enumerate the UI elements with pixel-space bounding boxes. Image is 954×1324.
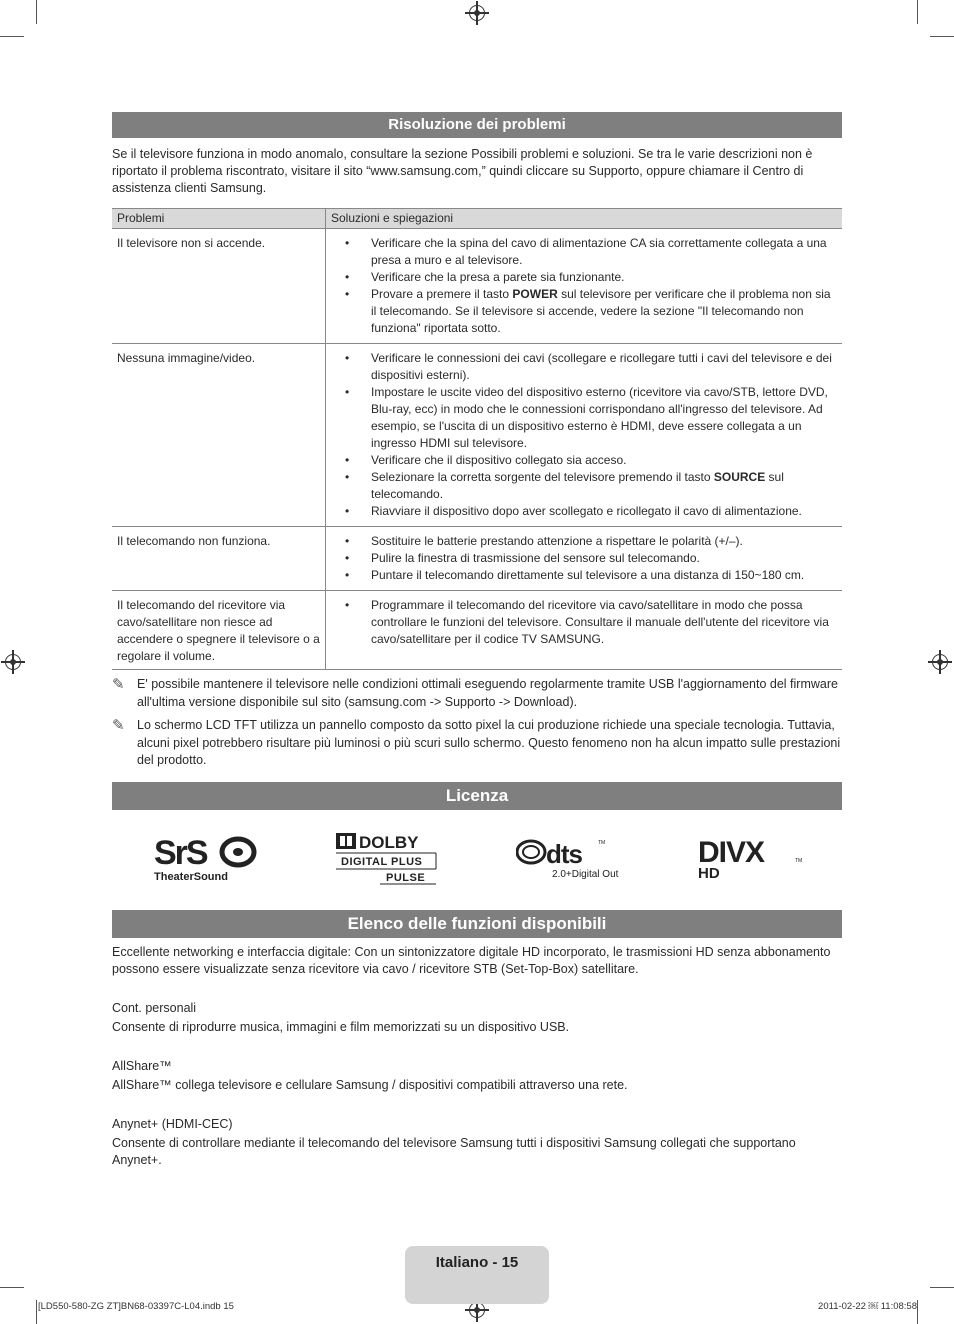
page-content xyxy=(112,112,842,1169)
note-text: E' possibile mantenere il televisore nelle condizioni ottimali eseguendo regolarmente tramite USB l'aggiornamento del firmware all'ultima versione disponibile sul sito (samsung.com -> Supporto -> Download). xyxy=(137,677,838,709)
section-title-license: Licenza xyxy=(112,782,842,810)
features-intro: Eccellente networking e interfaccia digitale: Con un sintonizzatore digitale HD incorporato, le trasmissioni HD senza abbonamento possono essere visualizzate senza ricevitore via cavo / ricevitore STB (Set-Top-Box) satellitare. xyxy=(112,944,831,976)
problem-cell: Il telecomando non funziona. xyxy=(112,527,326,591)
solutions-cell xyxy=(326,591,843,670)
footer-file-info: [LD550-580-ZG ZT]BN68-03397C-L04.indb 15 xyxy=(38,1301,234,1312)
section-title-troubleshooting: Risoluzione dei problemi xyxy=(112,112,842,138)
svg-text:TM: TM xyxy=(795,857,802,864)
feature-title: Anynet+ (HDMI-CEC) xyxy=(112,1116,233,1131)
solution-item: • Puntare il telecomando direttamente sul televisore a una distanza di 150~180 cm. xyxy=(371,567,837,584)
svg-text:PULSE: PULSE xyxy=(386,871,426,884)
table-row xyxy=(112,229,842,344)
svg-text:HD: HD xyxy=(698,864,720,880)
troubleshooting-table xyxy=(112,208,842,670)
page-number: Italiano - 15 xyxy=(405,1246,549,1304)
license-logos xyxy=(112,810,842,906)
table-row xyxy=(112,591,842,670)
crop-mark xyxy=(917,0,918,24)
crop-mark xyxy=(930,1287,954,1288)
table-header-problems: Problemi xyxy=(112,209,326,229)
feature-description: Consente di controllare mediante il telecomando del televisore Samsung tutti i dispositivi Samsung collegati che supportano Anynet+. xyxy=(112,1135,796,1167)
svg-text:DOLBY: DOLBY xyxy=(359,832,419,852)
solution-item: • Verificare che la presa a parete sia funzionante. xyxy=(371,269,837,286)
dts-digital-out-logo xyxy=(516,836,620,880)
solution-item: • Sostituire le batterie prestando attenzione a rispettare le polarità (+/–). xyxy=(371,533,837,550)
solution-item: • Verificare che il dispositivo collegato sia acceso. xyxy=(371,452,837,469)
table-row xyxy=(112,527,842,591)
problem-cell: Nessuna immagine/video. xyxy=(112,344,326,527)
section-title-features: Elenco delle funzioni disponibili xyxy=(112,910,842,938)
svg-text:SrS: SrS xyxy=(154,833,207,872)
feature-description: AllShare™ collega televisore e cellulare Samsung / dispositivi compatibili attraverso una rete. xyxy=(112,1077,628,1092)
solution-item: • Provare a premere il tasto POWER sul televisore per verificare che il problema non sia il telecomando. Se il televisore si accende, vedere la sezione "Il telecomando non funziona" riportata sotto. xyxy=(371,286,837,337)
solution-item: • Riavviare il dispositivo dopo aver scollegato e ricollegato il cavo di alimentazione. xyxy=(371,503,837,520)
svg-text:DIVX: DIVX xyxy=(698,835,765,869)
svg-text:DIGITAL PLUS: DIGITAL PLUS xyxy=(341,855,423,868)
feature-title: Cont. personali xyxy=(112,1000,197,1015)
solution-item: • Impostare le uscite video del dispositivo esterno (ricevitore via cavo/STB, lettore DVD, Blu-ray, ecc) in modo che le connessioni corrispondano all'ingresso del televisore. Ad esempio, se l'uscita di un dispositivo esterno è HDMI, deve essere collegata a un ingresso HDMI sul televisore. xyxy=(371,384,837,452)
pencil-note-icon: ✎ xyxy=(112,676,125,693)
table-row xyxy=(112,344,842,527)
table-header-solutions: Soluzioni e spiegazioni xyxy=(326,209,843,229)
solutions-cell xyxy=(326,527,843,591)
crop-mark xyxy=(917,1300,918,1324)
crop-mark xyxy=(36,1300,37,1324)
note xyxy=(112,676,842,711)
solution-item: • Verificare le connessioni dei cavi (scollegare e ricollegare tutti i cavi del televisore e dei dispositivi esterni). xyxy=(371,350,837,384)
registration-mark-icon xyxy=(932,654,948,670)
registration-mark-icon xyxy=(469,5,485,21)
crop-mark xyxy=(36,0,37,24)
solution-item: • Selezionare la corretta sorgente del televisore premendo il tasto SOURCE sul telecomando. xyxy=(371,469,837,503)
solutions-cell xyxy=(326,344,843,527)
svg-text:dts: dts xyxy=(546,838,582,869)
footer-timestamp: 2011-02-22 ￼ 11:08:58 xyxy=(818,1301,917,1312)
svg-text:2.0+Digital Out: 2.0+Digital Out xyxy=(552,868,619,880)
crop-mark xyxy=(0,36,24,37)
solution-item: • Pulire la finestra di trasmissione del sensore sul telecomando. xyxy=(371,550,837,567)
troubleshooting-intro: Se il televisore funziona in modo anomalo, consultare la sezione Possibili problemi e soluzioni. Se tra le varie descrizioni non è riportato il problema riscontrato, visitare il sito “www.samsung.com,” quindi cliccare su Supporto, oppure chiamare il Centro di assistenza clienti Samsung. xyxy=(112,147,813,195)
crop-mark xyxy=(0,1287,24,1288)
feature-title: AllShare™ xyxy=(112,1058,172,1073)
registration-mark-icon xyxy=(469,1302,485,1318)
solutions-cell xyxy=(326,229,843,344)
svg-text:TheaterSound: TheaterSound xyxy=(154,870,228,882)
note xyxy=(112,717,842,770)
registration-mark-icon xyxy=(5,654,21,670)
feature-description: Consente di riprodurre musica, immagini e film memorizzati su un dispositivo USB. xyxy=(112,1019,570,1034)
note-text: Lo schermo LCD TFT utilizza un pannello composto da sotto pixel la cui produzione richiede una speciale tecnologia. Tuttavia, alcuni pixel potrebbero risultare più luminosi o più scuri sullo schermo. Questo fenomeno non ha alcun impatto sulle prestazioni del prodotto. xyxy=(137,718,841,767)
solution-item: • Programmare il telecomando del ricevitore via cavo/satellitare in modo che possa controllare le funzioni del televisore. Consultare il manuale dell'utente del ricevitore via cavo/satellitare per il codice TV SAMSUNG. xyxy=(371,597,837,648)
problem-cell: Il telecomando del ricevitore via cavo/satellitare non riesce ad accendere o spegnere il televisore o a regolare il volume. xyxy=(112,591,326,670)
problem-cell: Il televisore non si accende. xyxy=(112,229,326,344)
svg-text:TM: TM xyxy=(598,839,606,846)
solution-item: • Verificare che la spina del cavo di alimentazione CA sia correttamente collegata a una presa a muro e al televisore. xyxy=(371,235,837,269)
pencil-note-icon: ✎ xyxy=(112,717,125,734)
dolby-digital-plus-logo xyxy=(336,831,438,885)
divx-hd-logo xyxy=(698,836,802,880)
crop-mark xyxy=(930,36,954,37)
srs-theatersound-logo xyxy=(154,834,258,882)
